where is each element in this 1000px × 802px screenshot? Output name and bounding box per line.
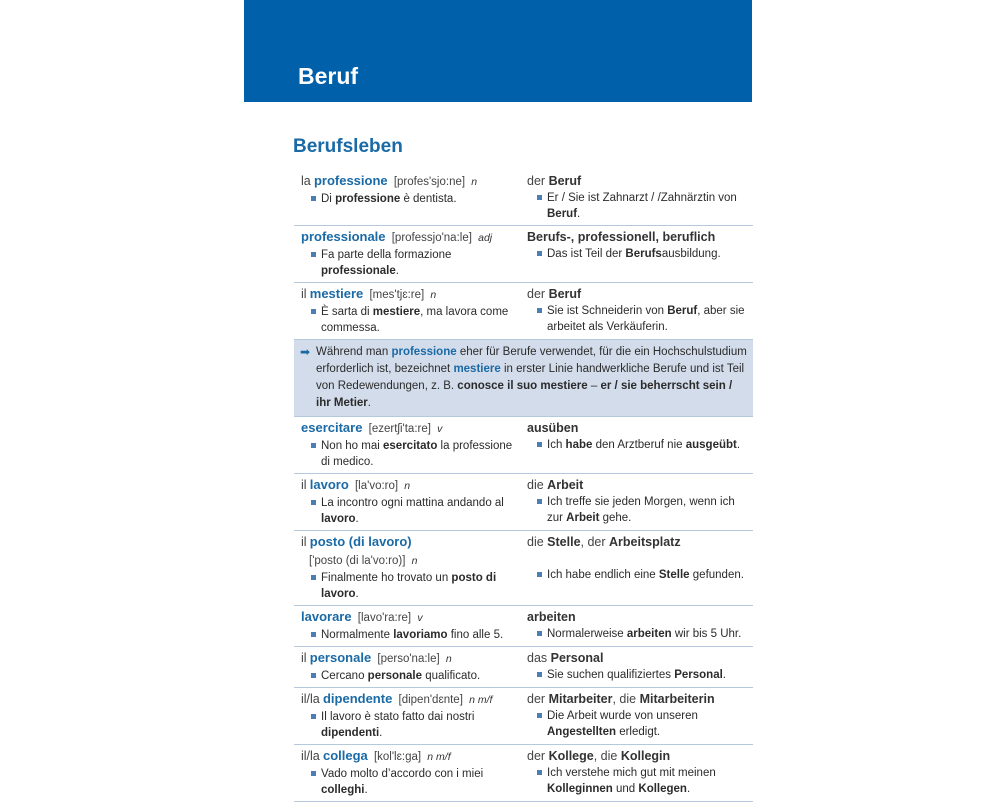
bullet-icon: [311, 714, 316, 719]
part-of-speech: n: [404, 480, 411, 492]
bullet-icon: [537, 308, 542, 313]
german-column: die Stelle, der Arbeitsplatz Ich habe endlich eine Stelle gefunden.: [527, 533, 753, 602]
translation: Personal: [550, 651, 604, 665]
vocab-entry: [294, 606, 753, 647]
italian-column: [294, 476, 527, 527]
part-of-speech: v: [437, 423, 443, 435]
translation: ausüben: [527, 421, 579, 435]
example-italian: Cercano personale qualificato.: [301, 668, 521, 684]
usage-note: [294, 340, 753, 417]
article-de: der: [527, 749, 546, 763]
vocab-entry: [294, 531, 753, 606]
translation: arbeiten: [527, 610, 576, 624]
german-column: [527, 228, 753, 279]
vocab-entry: [294, 170, 753, 226]
bullet-icon: [311, 443, 316, 448]
example-german: Die Arbeit wurde von unseren Angestellten erledigt.: [527, 708, 749, 740]
part-of-speech: n: [471, 176, 478, 188]
part-of-speech: v: [417, 612, 423, 624]
translation: Stelle: [547, 535, 581, 549]
headword: collega: [322, 748, 368, 763]
article-de: das: [527, 651, 548, 665]
example-german: Normalerweise arbeiten wir bis 5 Uhr.: [527, 626, 749, 642]
bullet-icon: [537, 631, 542, 636]
arrow-right-icon: ➡: [300, 345, 311, 359]
example-german: Ich verstehe mich gut mit meinen Kolleginnen und Kollegen.: [527, 765, 749, 797]
headword: mestiere: [309, 286, 364, 301]
bullet-icon: [537, 499, 542, 504]
bullet-icon: [311, 771, 316, 776]
example-italian: Finalmente ho trovato un posto di lavoro.: [301, 570, 521, 602]
german-column: [527, 419, 753, 470]
article: il/la: [301, 692, 320, 706]
chapter-title: Beruf: [298, 63, 359, 89]
example-german: Er / Sie ist Zahnarzt / /Zahnärztin von Beruf.: [527, 190, 749, 222]
bullet-icon: [311, 500, 316, 505]
part-of-speech: n m/f: [469, 694, 493, 706]
headword: lavoro: [309, 477, 349, 492]
italian-column: [294, 172, 527, 222]
article: il: [301, 287, 307, 301]
example-german: Sie ist Schneiderin von Beruf, aber sie arbeitet als Verkäuferin.: [527, 303, 749, 335]
article: il/la: [301, 749, 320, 763]
bullet-icon: [537, 713, 542, 718]
italian-column: [294, 649, 527, 684]
bullet-icon: [311, 309, 316, 314]
bullet-icon: [311, 575, 316, 580]
vocab-entry: [294, 688, 753, 745]
bullet-icon: [537, 572, 542, 577]
translation: Kollege: [548, 749, 594, 763]
pronunciation: [profes'sjo:ne]: [393, 176, 466, 188]
section-title: Berufsleben: [293, 136, 403, 157]
vocab-entry: [294, 226, 753, 283]
part-of-speech: n: [411, 555, 418, 567]
italian-column: [294, 419, 527, 470]
article-de: die: [527, 478, 544, 492]
italian-column: [294, 690, 527, 741]
pronunciation: [la'vo:ro]: [354, 480, 399, 492]
translation-2: Arbeitsplatz: [609, 535, 681, 549]
example-italian: Di professione è dentista.: [301, 191, 521, 207]
italian-column: [294, 747, 527, 798]
article-de: der: [527, 174, 546, 188]
german-column: [527, 172, 753, 222]
article: il: [301, 478, 307, 492]
italian-column: [294, 608, 527, 643]
vocab-entry: [294, 647, 753, 688]
italian-column: [294, 533, 527, 602]
part-of-speech: adj: [478, 232, 493, 244]
pronunciation: [lavo'ra:re]: [357, 612, 412, 624]
italian-column: [294, 285, 527, 336]
example-italian: Normalmente lavoriamo fino alle 5.: [301, 627, 521, 643]
example-german: Ich treffe sie jeden Morgen, wenn ich zur Arbeit gehe.: [527, 494, 749, 526]
vocab-entry: [294, 417, 753, 474]
article: il: [301, 535, 307, 549]
part-of-speech: n: [430, 289, 437, 301]
pronunciation: [mes'tjɛ:re]: [369, 289, 425, 301]
headword: dipendente: [322, 691, 393, 706]
example-italian: Il lavoro è stato fatto dai nostri dipendenti.: [301, 709, 521, 741]
headword: personale: [309, 650, 372, 665]
german-column: [527, 608, 753, 643]
usage-note-text: Während man professione eher für Berufe verwendet, für die ein Hochschulstudium erforderlich ist, bezeichnet mestiere in erster Linie handwerkliche Berufe und ist Teil von Redewendungen, z. B. conosce il suo mestiere – er / sie beherrscht sein / ihr Metier.: [316, 346, 747, 409]
example-italian: Fa parte della formazione professionale.: [301, 247, 521, 279]
pronunciation: [perso'na:le]: [377, 653, 440, 665]
pronunciation: [ezertʃi'ta:re]: [368, 423, 431, 435]
translation: Berufs-, professionell, beruflich: [527, 230, 716, 244]
translation: Mitarbeiter: [548, 692, 613, 706]
chapter-header: [244, 0, 752, 102]
german-column: der Kollege, die Kollegin Ich verstehe mich gut mit meinen Kolleginnen und Kollegen.: [527, 747, 753, 798]
example-german: Ich habe endlich eine Stelle gefunden.: [527, 567, 749, 583]
vocab-entry: [294, 745, 753, 802]
headword: esercitare: [301, 420, 363, 435]
example-german: Ich habe den Arztberuf nie ausgeübt.: [527, 437, 749, 453]
bullet-icon: [311, 632, 316, 637]
article-de: die: [527, 535, 544, 549]
bullet-icon: [537, 251, 542, 256]
part-of-speech: n m/f: [427, 751, 451, 763]
headword: posto (di lavoro): [309, 534, 412, 549]
vocab-entry: [294, 474, 753, 531]
example-italian: Non ho mai esercitato la professione di medico.: [301, 438, 521, 470]
bullet-icon: [537, 195, 542, 200]
headword: professionale: [301, 229, 386, 244]
translation-2: Mitarbeiterin: [639, 692, 715, 706]
translation: Arbeit: [547, 478, 584, 492]
german-column: [527, 476, 753, 527]
pronunciation: [professjo'na:le]: [391, 232, 472, 244]
german-column: [527, 649, 753, 684]
article: la: [301, 174, 311, 188]
article: il: [301, 651, 307, 665]
headword: lavorare: [301, 609, 352, 624]
example-german: Das ist Teil der Berufsausbildung.: [527, 246, 749, 262]
german-column: [527, 285, 753, 336]
article-de: der: [527, 287, 546, 301]
pronunciation: [dipen'dɛnte]: [398, 694, 463, 706]
bullet-icon: [537, 442, 542, 447]
headword: professione: [313, 173, 388, 188]
vocabulary-list: [294, 170, 753, 802]
vocab-entry: [294, 283, 753, 340]
example-german: Sie suchen qualifiziertes Personal.: [527, 667, 749, 683]
bullet-icon: [311, 673, 316, 678]
article-de: der: [527, 692, 546, 706]
bullet-icon: [311, 252, 316, 257]
italian-column: [294, 228, 527, 279]
german-column: der Mitarbeiter, die Mitarbeiterin Die Arbeit wurde von unseren Angestellten erledigt.: [527, 690, 753, 741]
bullet-icon: [537, 672, 542, 677]
translation-2: Kollegin: [620, 749, 671, 763]
translation: Beruf: [548, 287, 582, 301]
bullet-icon: [311, 196, 316, 201]
example-italian: La incontro ogni mattina andando al lavoro.: [301, 495, 521, 527]
bullet-icon: [537, 770, 542, 775]
part-of-speech: n: [445, 653, 452, 665]
pronunciation: ['posto (di la'vo:ro)]: [309, 555, 406, 567]
example-italian: Vado molto d’accordo con i miei colleghi.: [301, 766, 521, 798]
pronunciation: [kol'lɛ:ga]: [373, 751, 422, 763]
example-italian: È sarta di mestiere, ma lavora come commessa.: [301, 304, 521, 336]
translation: Beruf: [548, 174, 582, 188]
